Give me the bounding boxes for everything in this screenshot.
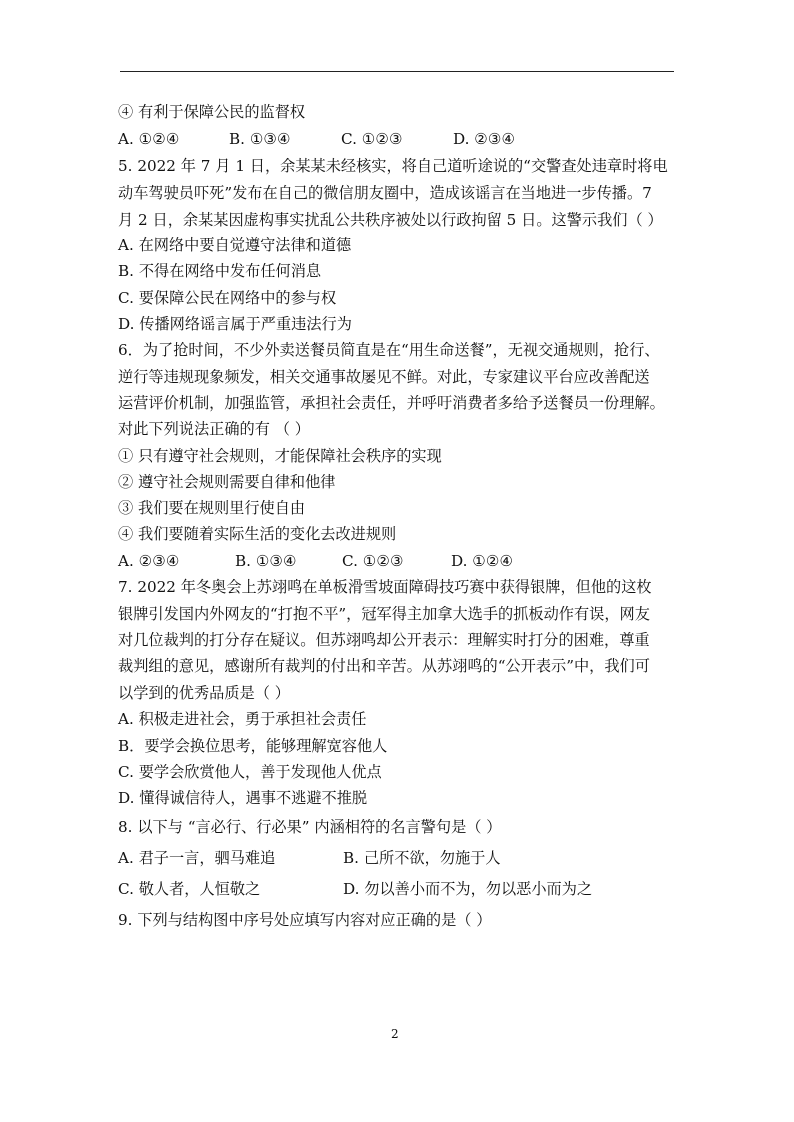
q7-option-a: A. 积极走进社会，勇于承担社会责任 [118,710,367,728]
q6-stem-line-4: 对此下列说法正确的有 （ ） [118,420,310,438]
q5-option-b: B. 不得在网络中发布任何消息 [118,262,322,280]
q4-option-c: C. ①②③ [341,130,403,148]
q5-option-a: A. 在网络中要自觉遵守法律和道德 [118,236,352,254]
q6-option-a: A. ②③④ [118,552,180,570]
q4-option-d: D. ②③④ [453,130,516,148]
page-number: 2 [391,1027,399,1041]
q7-stem-line-3: 对几位裁判的打分存在疑议。但苏翊鸣却公开表示：理解实时打分的困难，尊重 [118,631,650,649]
q7-stem-line-5: 以学到的优秀品质是（ ） [118,684,290,702]
q4-item-4: ④ 有利于保障公民的监督权 [118,103,306,121]
q8-stem: 8. 以下与 “言必行、行必果” 内涵相符的名言警句是（ ） [118,818,502,836]
q6-item-4: ④ 我们要随着实际生活的变化去改进规则 [118,525,397,543]
q4-option-b: B. ①③④ [229,130,291,148]
q6-stem-line-3: 运营评价机制，加强监管，承担社会责任，并呼吁消费者多给予送餐员一份理解。 [118,394,665,412]
q5-stem-line-3: 月 2 日，余某某因虚构事实扰乱公共秩序被处以行政拘留 5 日。这警示我们（ ） [118,211,663,229]
q6-option-c: C. ①②③ [342,552,404,570]
q6-item-2: ② 遵守社会规则需要自律和他律 [118,473,336,491]
q7-option-b: B．要学会换位思考，能够理解宽容他人 [118,737,388,755]
q8-option-a: A. 君子一言，驷马难追 [118,849,276,867]
q6-option-d: D. ①②④ [451,552,514,570]
header-rule [120,71,674,72]
q6-item-3: ③ 我们要在规则里行使自由 [118,499,306,517]
q6-stem-line-2: 逆行等违规现象频发，相关交通事故屡见不鲜。对此，专家建议平台应改善配送 [118,368,650,386]
q8-option-b: B. 己所不欲，勿施于人 [343,849,501,867]
q6-stem-line-1: 6．为了抢时间，不少外卖送餐员简直是在“用生命送餐”，无视交通规则，抢行、 [118,341,660,359]
q7-stem-line-1: 7. 2022 年冬奥会上苏翊鸣在单板滑雪坡面障碍技巧赛中获得银牌，但他的这枚 [118,578,652,596]
q5-option-d: D. 传播网络谣言属于严重违法行为 [118,315,352,333]
q8-option-d: D. 勿以善小而不为，勿以恶小而为之 [343,880,593,898]
q7-stem-line-2: 银牌引发国内外网友的“打抱不平”，冠军得主加拿大选手的抓板动作有误，网友 [118,605,650,623]
q7-option-d: D. 懂得诚信待人，遇事不逃避不推脱 [118,789,368,807]
q6-item-1: ① 只有遵守社会规则，才能保障社会秩序的实现 [118,447,442,465]
q9-stem: 9. 下列与结构图中序号处应填写内容对应正确的是（ ） [118,911,492,929]
q8-option-c: C. 敬人者，人恒敬之 [118,880,261,898]
q5-option-c: C. 要保障公民在网络中的参与权 [118,289,337,307]
q7-stem-line-4: 裁判组的意见，感谢所有裁判的付出和辛苦。从苏翊鸣的“公开表示”中，我们可 [118,657,650,675]
q5-stem-line-2: 动车驾驶员吓死”发布在自己的微信朋友圈中，造成该谣言在当地进一步传播。7 [118,184,652,202]
q7-option-c: C. 要学会欣赏他人，善于发现他人优点 [118,763,382,781]
q4-option-a: A. ①②④ [118,130,180,148]
q6-option-b: B. ①③④ [235,552,297,570]
q5-stem-line-1: 5. 2022 年 7 月 1 日，余某某未经核实，将自己道听途说的“交警查处违章时将电 [118,157,668,175]
